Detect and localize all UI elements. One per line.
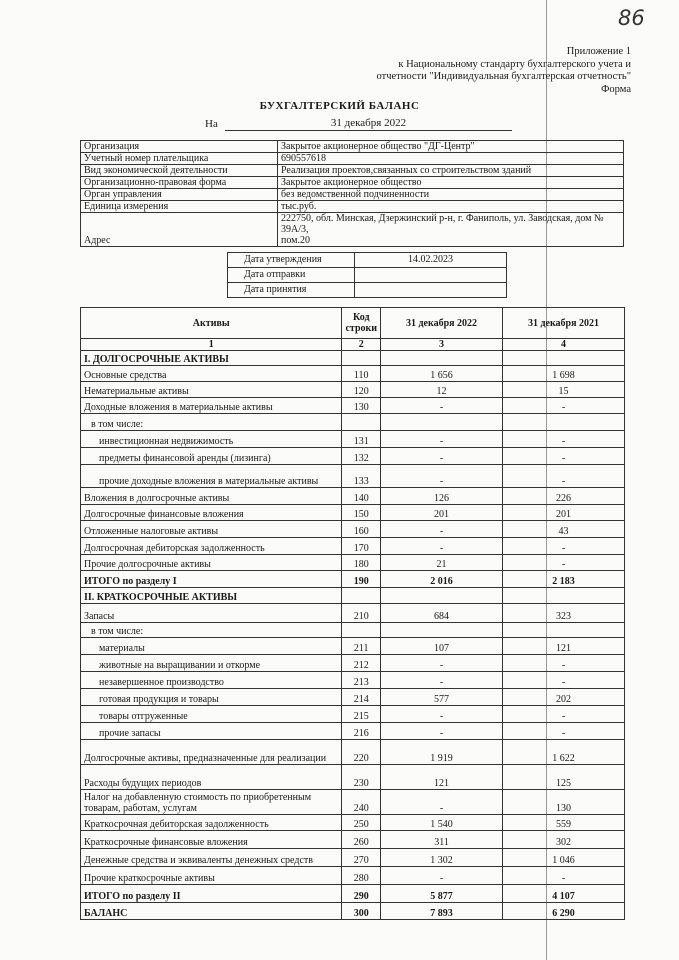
- row-code: 110: [342, 366, 381, 382]
- address-row: [81, 213, 624, 247]
- row-name: Основные средства: [81, 366, 342, 382]
- row-name: Запасы: [81, 604, 342, 623]
- table-row: [81, 465, 625, 488]
- row-name: Нематериальные активы: [81, 382, 342, 398]
- header-2022: 31 декабря 2022: [381, 308, 503, 339]
- info-label: Организационно-правовая форма: [81, 177, 278, 189]
- value-2022: 1 540: [381, 815, 503, 831]
- table-row: [81, 790, 625, 815]
- value-2022: 1 302: [381, 849, 503, 867]
- table-row: [81, 604, 625, 623]
- section-row: [81, 351, 625, 366]
- info-value: тыс.руб.: [278, 201, 624, 213]
- row-name: прочие доходные вложения в материальные активы: [81, 465, 342, 488]
- document-title: БУХГАЛТЕРСКИЙ БАЛАНС: [259, 100, 420, 112]
- value-2022: [381, 623, 503, 638]
- value-2022: 7 893: [381, 903, 503, 920]
- value-2022: [381, 414, 503, 431]
- appendix-line-1: Приложение 1: [566, 46, 631, 57]
- row-code: 210: [342, 604, 381, 623]
- value-2021: 226: [503, 488, 625, 505]
- header-assets: Активы: [81, 308, 342, 339]
- row-code: 220: [342, 740, 381, 765]
- row-name: Долгосрочные активы, предназначенные для реализации: [81, 740, 342, 765]
- row-name: животные на выращивании и откорме: [81, 655, 342, 672]
- value-2021: 125: [503, 765, 625, 790]
- value-2021: -: [503, 723, 625, 740]
- row-code: 120: [342, 382, 381, 398]
- row-name: Вложения в долгосрочные активы: [81, 488, 342, 505]
- date-row: [228, 253, 507, 268]
- info-label: Организация: [81, 141, 278, 153]
- value-2022: -: [381, 465, 503, 488]
- value-2022: 107: [381, 638, 503, 655]
- info-label: Единица измерения: [81, 201, 278, 213]
- table-row: [81, 867, 625, 885]
- dates-table: [227, 252, 507, 298]
- value-2022: -: [381, 706, 503, 723]
- info-value: 690557618: [278, 153, 624, 165]
- row-code: 211: [342, 638, 381, 655]
- table-row: [81, 638, 625, 655]
- date-row: [228, 283, 507, 298]
- index-1: 1: [81, 339, 342, 351]
- value-2022: -: [381, 723, 503, 740]
- row-name: Прочие краткосрочные активы: [81, 867, 342, 885]
- row-code: 270: [342, 849, 381, 867]
- value-2022: -: [381, 431, 503, 448]
- row-code: 216: [342, 723, 381, 740]
- value-2022: 5 877: [381, 885, 503, 903]
- row-code: 150: [342, 505, 381, 521]
- row-code: 131: [342, 431, 381, 448]
- row-name: незавершенное производство: [81, 672, 342, 689]
- info-value: Закрытое акционерное общество: [278, 177, 624, 189]
- table-row: [81, 723, 625, 740]
- table-row: [81, 382, 625, 398]
- row-name: готовая продукция и товары: [81, 689, 342, 706]
- info-row: [81, 141, 624, 153]
- table-row: [81, 623, 625, 638]
- value-2021: -: [503, 672, 625, 689]
- table-row: [81, 740, 625, 765]
- row-name: в том числе:: [81, 414, 342, 431]
- row-code: 300: [342, 903, 381, 920]
- value-2021: -: [503, 448, 625, 465]
- value-2021: 302: [503, 831, 625, 849]
- row-name: БАЛАНС: [81, 903, 342, 920]
- value-2021: 201: [503, 505, 625, 521]
- balance-sheet-table: [80, 307, 625, 920]
- row-code: 290: [342, 885, 381, 903]
- report-date: 31 декабря 2022: [225, 117, 512, 131]
- column-index-row: [81, 339, 625, 351]
- info-label: Учетный номер плательщика: [81, 153, 278, 165]
- info-row: [81, 165, 624, 177]
- value-2021: 4 107: [503, 885, 625, 903]
- row-code: 214: [342, 689, 381, 706]
- balance-header-row: [81, 308, 625, 339]
- index-4: 4: [503, 339, 625, 351]
- row-name: товары отгруженные: [81, 706, 342, 723]
- appendix-line-3: отчетности "Индивидуальная бухгалтерская отчетность": [376, 71, 631, 82]
- row-name: I. ДОЛГОСРОЧНЫЕ АКТИВЫ: [81, 351, 342, 366]
- value-2022: -: [381, 867, 503, 885]
- table-row: [81, 849, 625, 867]
- value-2021: 130: [503, 790, 625, 815]
- value-2022: [381, 351, 503, 366]
- row-code: [342, 588, 381, 604]
- value-2022: 21: [381, 555, 503, 571]
- value-2022: 12: [381, 382, 503, 398]
- row-code: 230: [342, 765, 381, 790]
- handwritten-page-number: 86: [618, 6, 645, 30]
- value-2021: 6 290: [503, 903, 625, 920]
- row-code: 213: [342, 672, 381, 689]
- row-name: материалы: [81, 638, 342, 655]
- info-label: Орган управления: [81, 189, 278, 201]
- date-label: Дата отправки: [228, 268, 355, 283]
- row-name: Краткосрочная дебиторская задолженность: [81, 815, 342, 831]
- table-row: [81, 505, 625, 521]
- date-value: 14.02.2023: [355, 253, 507, 268]
- header-2021: 31 декабря 2021: [503, 308, 625, 339]
- value-2022: 577: [381, 689, 503, 706]
- section-row: [81, 588, 625, 604]
- value-2022: 126: [381, 488, 503, 505]
- row-name: Прочие долгосрочные активы: [81, 555, 342, 571]
- value-2022: -: [381, 398, 503, 414]
- value-2021: -: [503, 555, 625, 571]
- row-code: 240: [342, 790, 381, 815]
- value-2022: -: [381, 521, 503, 538]
- row-code: 132: [342, 448, 381, 465]
- row-name: предметы финансовой аренды (лизинга): [81, 448, 342, 465]
- table-row: [81, 488, 625, 505]
- appendix-line-4: Форма: [601, 83, 631, 95]
- date-label: Дата принятия: [228, 283, 355, 298]
- value-2021: 15: [503, 382, 625, 398]
- value-2021: 121: [503, 638, 625, 655]
- total-row: [81, 571, 625, 588]
- value-2022: -: [381, 655, 503, 672]
- value-2021: -: [503, 867, 625, 885]
- row-code: 180: [342, 555, 381, 571]
- table-row: [81, 521, 625, 538]
- row-name: ИТОГО по разделу I: [81, 571, 342, 588]
- value-2022: -: [381, 538, 503, 555]
- info-value: без ведомственной подчиненности: [278, 189, 624, 201]
- value-2021: -: [503, 706, 625, 723]
- row-name: Краткосрочные финансовые вложения: [81, 831, 342, 849]
- table-row: [81, 765, 625, 790]
- row-name: Отложенные налоговые активы: [81, 521, 342, 538]
- on-label: На: [205, 118, 218, 130]
- row-code: 160: [342, 521, 381, 538]
- header-code: Код строки: [342, 308, 381, 339]
- value-2021: [503, 414, 625, 431]
- index-3: 3: [381, 339, 503, 351]
- row-name: Расходы будущих периодов: [81, 765, 342, 790]
- value-2021: 1 698: [503, 366, 625, 382]
- row-name: Доходные вложения в материальные активы: [81, 398, 342, 414]
- table-row: [81, 538, 625, 555]
- value-2021: 2 183: [503, 571, 625, 588]
- table-row: [81, 398, 625, 414]
- value-2021: -: [503, 398, 625, 414]
- value-2021: 323: [503, 604, 625, 623]
- info-label: Вид экономической деятельности: [81, 165, 278, 177]
- address-label: Адрес: [81, 213, 278, 247]
- table-row: [81, 655, 625, 672]
- value-2021: [503, 351, 625, 366]
- row-name: Долгосрочная дебиторская задолженность: [81, 538, 342, 555]
- info-row: [81, 153, 624, 165]
- total-row: [81, 903, 625, 920]
- table-row: [81, 815, 625, 831]
- value-2022: 684: [381, 604, 503, 623]
- row-code: 140: [342, 488, 381, 505]
- value-2021: -: [503, 431, 625, 448]
- index-2: 2: [342, 339, 381, 351]
- organization-info-table: [80, 140, 624, 247]
- value-2021: 1 622: [503, 740, 625, 765]
- value-2022: 201: [381, 505, 503, 521]
- appendix-line-2: к Национальному стандарту бухгалтерского учета и: [398, 58, 631, 70]
- row-code: 170: [342, 538, 381, 555]
- row-code: [342, 414, 381, 431]
- address-line-2: пом.20: [281, 235, 310, 246]
- value-2022: 1 656: [381, 366, 503, 382]
- info-value: Реализация проектов,связанных со строительством зданий: [278, 165, 624, 177]
- date-label: Дата утверждения: [228, 253, 355, 268]
- row-name: прочие запасы: [81, 723, 342, 740]
- value-2022: 2 016: [381, 571, 503, 588]
- row-name: Долгосрочные финансовые вложения: [81, 505, 342, 521]
- value-2021: 43: [503, 521, 625, 538]
- value-2022: 121: [381, 765, 503, 790]
- appendix-note: [377, 46, 632, 96]
- value-2021: [503, 588, 625, 604]
- row-name: II. КРАТКОСРОЧНЫЕ АКТИВЫ: [81, 588, 342, 604]
- row-name: Налог на добавленную стоимость по приобретенным товарам, работам, услугам: [81, 790, 342, 815]
- row-name: инвестиционная недвижимость: [81, 431, 342, 448]
- row-code: 212: [342, 655, 381, 672]
- row-code: [342, 623, 381, 638]
- table-row: [81, 672, 625, 689]
- total-row: [81, 885, 625, 903]
- value-2021: -: [503, 538, 625, 555]
- value-2022: 311: [381, 831, 503, 849]
- table-row: [81, 448, 625, 465]
- info-value: Закрытое акционерное общество "ДГ-Центр": [278, 141, 624, 153]
- value-2021: -: [503, 655, 625, 672]
- table-row: [81, 431, 625, 448]
- table-row: [81, 706, 625, 723]
- date-value: [355, 268, 507, 283]
- table-row: [81, 689, 625, 706]
- row-name: Денежные средства и эквиваленты денежных средств: [81, 849, 342, 867]
- value-2021: 202: [503, 689, 625, 706]
- row-code: 133: [342, 465, 381, 488]
- row-code: 260: [342, 831, 381, 849]
- table-row: [81, 414, 625, 431]
- value-2021: [503, 623, 625, 638]
- table-row: [81, 555, 625, 571]
- value-2021: 559: [503, 815, 625, 831]
- value-2022: 1 919: [381, 740, 503, 765]
- row-code: [342, 351, 381, 366]
- value-2021: 1 046: [503, 849, 625, 867]
- row-code: 250: [342, 815, 381, 831]
- date-value: [355, 283, 507, 298]
- row-name: в том числе:: [81, 623, 342, 638]
- info-row: [81, 201, 624, 213]
- address-line-1: 222750, обл. Минская, Дзержинский р-н, г. Фаниполь, ул. Заводская, дом № 39А/3,: [281, 213, 604, 235]
- table-row: [81, 831, 625, 849]
- value-2022: -: [381, 672, 503, 689]
- table-row: [81, 366, 625, 382]
- row-code: 130: [342, 398, 381, 414]
- value-2021: -: [503, 465, 625, 488]
- date-row: [228, 268, 507, 283]
- info-row: [81, 177, 624, 189]
- value-2022: -: [381, 448, 503, 465]
- info-row: [81, 189, 624, 201]
- row-name: ИТОГО по разделу II: [81, 885, 342, 903]
- row-code: 190: [342, 571, 381, 588]
- value-2022: [381, 588, 503, 604]
- row-code: 280: [342, 867, 381, 885]
- value-2022: -: [381, 790, 503, 815]
- row-code: 215: [342, 706, 381, 723]
- address-value: [278, 213, 624, 247]
